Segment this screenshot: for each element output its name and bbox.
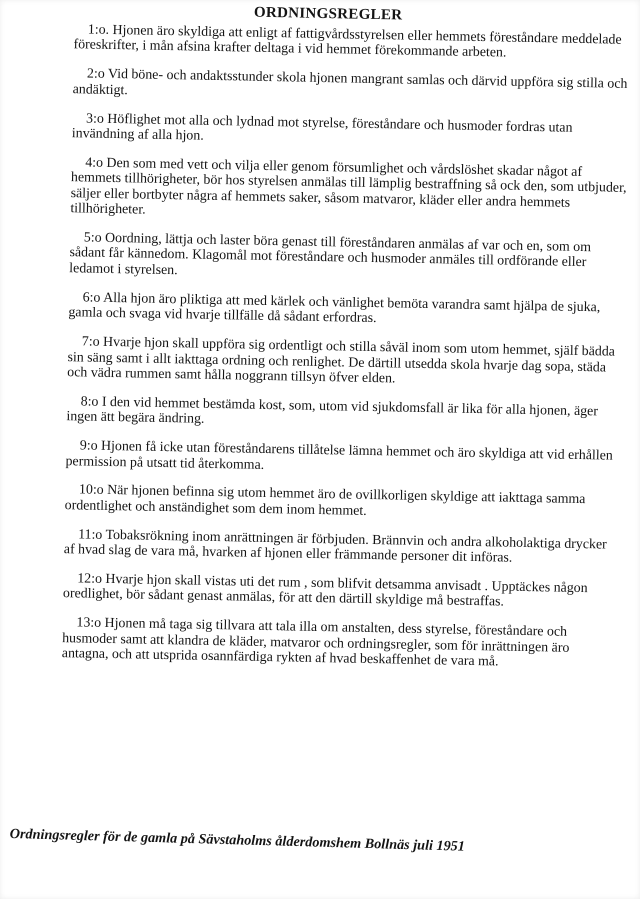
rule-item: 9:o Hjonen få icke utan föreståndarens tillåtelse lämna hemmet och äro skyldiga att vid erhållen permission på utsatt tid återkomma. [65, 438, 613, 473]
rule-item: 10:o När hjonen befinna sig utom hemmet äro de ovillkorligen skyldige att iakttaga samma ordentlighet och anständighet som dem inom hemmet. [64, 482, 586, 519]
rule-item: 2:o Vid böne- och andaktsstunder skola hjonen mangrant samlas och därvid uppföra sig stilla och andäktigt. [72, 66, 628, 98]
document-title: ORDNINGSREGLER [253, 4, 403, 24]
rule-item: 7:o Hvarje hjon skall uppföra sig ordentligt och stilla såväl inom som utom hemmet, själf bädda sin säng samt i allt iakttaga ordning och renlighet. De därtill utsedda skola hvarje dag sopa, städa och vädra rummen samt hålla noggrann tillsyn öfver elden. [67, 334, 616, 387]
rule-item: 5:o Oordning, lättja och laster böra genast till föreståndaren anmälas af var och en, som om sådant får kännedom. Klagomål mot föreståndare och husmoder anmäles till ordförande eller ledamot i styrelsen. [69, 230, 592, 279]
rule-item: 8:o I den vid hemmet bestämda kost, som, utom vid sjukdomsfall är lika för alla hjonen, äger ingen ätt begära ändring. [66, 394, 599, 427]
rule-item: 3:o Höflighet mot alla och lydnad mot styrelse, föreståndare och husmoder fordras utan invändning af alla hjon. [71, 111, 573, 144]
rule-item: 13:o Hjonen må taga sig tillvara att tala illa om anstalten, dess styrelse, föreståndare och husmoder samt att klandra de kläder, matvaror och ordningsregler, som för inrättningen äro antagna, och att utsprida osannfärdiga rykten af hvad beskaffenhet de vara må. [61, 615, 570, 670]
rule-item: 6:o Alla hjon äro pliktiga att med kärlek och vänlighet bemöta varandra samt hjälpa de sjuka, gamla och svaga vid hvarje tillfälle då sådant erfordras. [68, 290, 601, 327]
rules-list [61, 22, 629, 686]
rule-item: 11:o Tobaksrökning inom anrättningen är förbjuden. Brännvin och andra alkoholaktiga drycker af hvad slag de vara må, hvarken af hjonen eller främmande personer dit införas. [63, 527, 607, 566]
rule-item: 12:o Hvarje hjon skall vistas uti det rum , som blifvit detsamma anvisadt . Upptäckes någon oredlighet, bör sådant genast anmälas, för att den därtill skyldige må bestraffas. [62, 571, 588, 611]
document-caption: Ordningsregler för de gamla på Sävstaholms ålderdomshem Bollnäs juli 1951 [9, 826, 466, 855]
rule-item: 4:o Den som med vett och vilja eller genom försumlighet och vårdslöshet skadar något af hemmets tillhörigheter, bör hos styrelsen anmälas till lämplig bestraffning så ock den, som utbjuder, säljer eller bortbyter några af hemmets saker, såsom matvaror, kläder eller andra hemmets tillhörigheter. [70, 155, 627, 218]
rule-item: 1:o. Hjonen äro skyldiga att enligt af fattigvårdsstyrelsen eller hemmets föreståndare meddelade föreskrifter, i mån afsina krafter deltaga i vid hemmet förekommande arbeten. [73, 22, 622, 61]
